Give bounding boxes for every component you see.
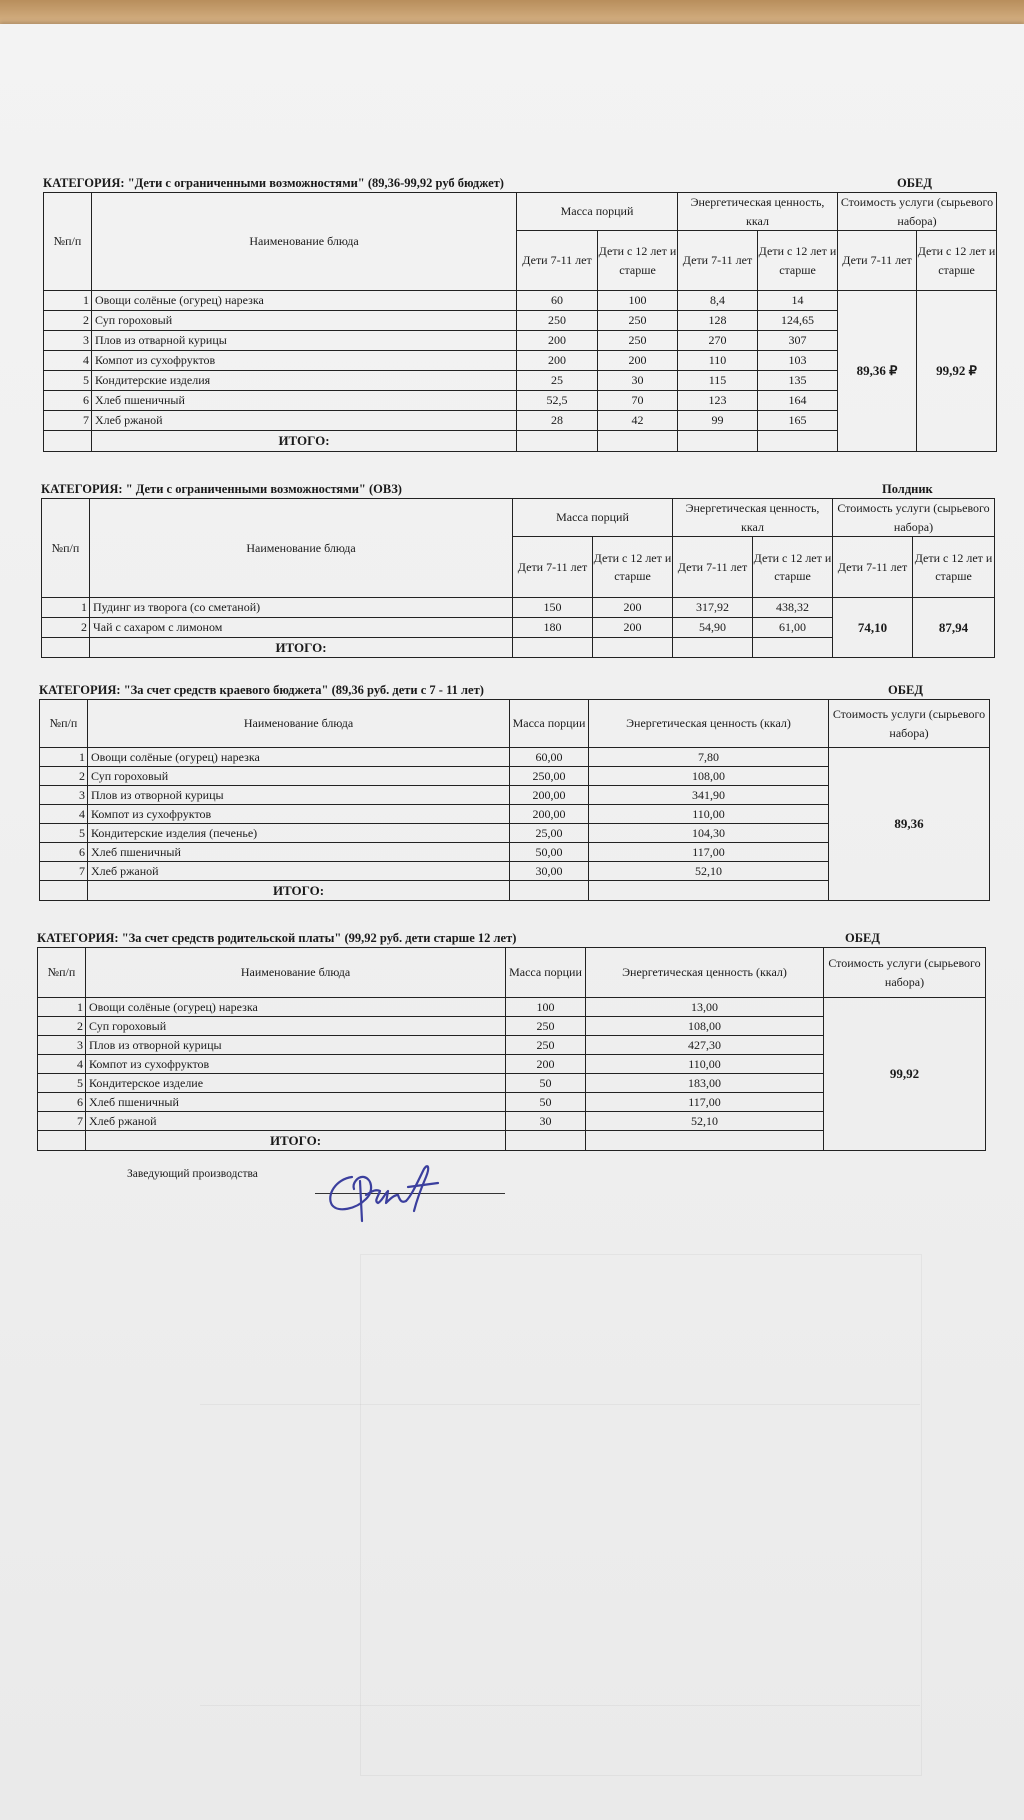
empty-cell (758, 431, 838, 452)
bleed-through (200, 1404, 920, 1706)
dish-name: Хлеб ржаной (92, 411, 517, 431)
empty-cell (40, 881, 88, 901)
total-label: ИТОГО: (88, 881, 510, 901)
energy-old: 165 (758, 411, 838, 431)
price-old: 99,92 ₽ (917, 291, 997, 452)
empty-cell (506, 1131, 586, 1151)
section-caption (39, 683, 994, 699)
section-4 (37, 931, 992, 1151)
header-age-young: Дети 7-11 лет (673, 537, 753, 598)
header-age-old: Дети с 12 лет и старше (593, 537, 673, 598)
row-num: 7 (44, 411, 92, 431)
table-row (44, 291, 997, 311)
row-num: 4 (44, 351, 92, 371)
energy-old: 61,00 (753, 618, 833, 638)
handwritten-signature (318, 1155, 458, 1225)
energy-young: 115 (678, 371, 758, 391)
category-title: КАТЕГОРИЯ: " Дети с ограниченными возможностями" (ОВЗ) (41, 482, 402, 496)
mass-value: 50 (506, 1093, 586, 1112)
row-num: 2 (40, 767, 88, 786)
header-age-young: Дети 7-11 лет (517, 231, 598, 291)
header-age-young: Дети 7-11 лет (838, 231, 917, 291)
row-num: 7 (40, 862, 88, 881)
table-row (38, 998, 986, 1017)
dish-name: Плов из отворной курицы (86, 1036, 506, 1055)
header-age-old: Дети с 12 лет и старше (917, 231, 997, 291)
mass-young: 25 (517, 371, 598, 391)
energy-value: 108,00 (586, 1017, 824, 1036)
header-num: №п/п (44, 193, 92, 291)
row-num: 4 (40, 805, 88, 824)
empty-cell (589, 881, 829, 901)
header-age-young: Дети 7-11 лет (833, 537, 913, 598)
dish-name: Суп гороховый (88, 767, 510, 786)
mass-young: 200 (517, 331, 598, 351)
signature-label: Заведующий производства (127, 1168, 258, 1180)
dish-name: Плов из отварной курицы (92, 331, 517, 351)
header-mass: Масса порции (510, 700, 589, 748)
category-title: КАТЕГОРИЯ: "Дети с ограниченными возможностями" (89,36-99,92 руб бюджет) (43, 176, 504, 190)
energy-value: 427,30 (586, 1036, 824, 1055)
mass-old: 30 (598, 371, 678, 391)
empty-cell (510, 881, 589, 901)
mass-young: 200 (517, 351, 598, 371)
dish-name: Суп гороховый (92, 311, 517, 331)
energy-old: 438,32 (753, 598, 833, 618)
row-num: 3 (38, 1036, 86, 1055)
empty-cell (42, 638, 90, 658)
mass-value: 50 (506, 1074, 586, 1093)
mass-young: 28 (517, 411, 598, 431)
dish-name: Хлеб пшеничный (86, 1093, 506, 1112)
meal-title: ОБЕД (888, 683, 923, 697)
header-name: Наименование блюда (92, 193, 517, 291)
energy-old: 124,65 (758, 311, 838, 331)
empty-cell (673, 638, 753, 658)
dish-name: Плов из отворной курицы (88, 786, 510, 805)
section-3 (39, 683, 994, 901)
energy-old: 307 (758, 331, 838, 351)
dish-name: Хлеб ржаной (88, 862, 510, 881)
mass-old: 200 (593, 618, 673, 638)
energy-old: 164 (758, 391, 838, 411)
mass-value: 250 (506, 1017, 586, 1036)
energy-young: 128 (678, 311, 758, 331)
energy-young: 110 (678, 351, 758, 371)
price-value: 99,92 (824, 998, 986, 1151)
energy-value: 117,00 (589, 843, 829, 862)
mass-value: 60,00 (510, 748, 589, 767)
dish-name: Овощи солёные (огурец) нарезка (92, 291, 517, 311)
energy-young: 270 (678, 331, 758, 351)
energy-value: 52,10 (589, 862, 829, 881)
row-num: 7 (38, 1112, 86, 1131)
price-old: 87,94 (913, 598, 995, 658)
energy-value: 13,00 (586, 998, 824, 1017)
category-title: КАТЕГОРИЯ: "За счет средств родительской платы" (99,92 руб. дети старше 12 лет) (37, 931, 517, 945)
mass-value: 30 (506, 1112, 586, 1131)
row-num: 5 (44, 371, 92, 391)
dish-name: Хлеб пшеничный (92, 391, 517, 411)
row-num: 6 (40, 843, 88, 862)
energy-value: 117,00 (586, 1093, 824, 1112)
mass-old: 200 (598, 351, 678, 371)
mass-young: 52,5 (517, 391, 598, 411)
header-num: №п/п (38, 948, 86, 998)
dish-name: Компот из сухофруктов (92, 351, 517, 371)
empty-cell (753, 638, 833, 658)
header-energy: Энергетическая ценность, ккал (678, 193, 838, 231)
header-age-old: Дети с 12 лет и старше (753, 537, 833, 598)
energy-value: 7,80 (589, 748, 829, 767)
header-energy: Энергетическая ценность (ккал) (586, 948, 824, 998)
header-name: Наименование блюда (88, 700, 510, 748)
header-cost: Стоимость услуги (сырьевого набора) (833, 499, 995, 537)
energy-value: 110,00 (586, 1055, 824, 1074)
energy-value: 110,00 (589, 805, 829, 824)
energy-value: 183,00 (586, 1074, 824, 1093)
dish-name: Кондитерское изделие (86, 1074, 506, 1093)
section-caption (41, 482, 996, 498)
row-num: 1 (44, 291, 92, 311)
mass-value: 50,00 (510, 843, 589, 862)
row-num: 3 (44, 331, 92, 351)
empty-cell (44, 431, 92, 452)
header-age-young: Дети 7-11 лет (678, 231, 758, 291)
mass-old: 200 (593, 598, 673, 618)
dish-name: Хлеб пшеничный (88, 843, 510, 862)
dish-name: Суп гороховый (86, 1017, 506, 1036)
dish-name: Компот из сухофруктов (86, 1055, 506, 1074)
dish-name: Пудинг из творога (со сметаной) (90, 598, 513, 618)
price-young: 74,10 (833, 598, 913, 658)
row-num: 2 (42, 618, 90, 638)
section-caption (43, 176, 998, 192)
price-value: 89,36 (829, 748, 990, 901)
header-cost: Стоимость услуги (сырьевого набора) (824, 948, 986, 998)
header-num: №п/п (40, 700, 88, 748)
mass-old: 250 (598, 331, 678, 351)
table-row (42, 598, 995, 618)
meal-title: Полдник (882, 482, 933, 496)
mass-old: 42 (598, 411, 678, 431)
dish-name: Овощи солёные (огурец) нарезка (88, 748, 510, 767)
header-mass: Масса порции (506, 948, 586, 998)
row-num: 6 (44, 391, 92, 411)
empty-cell (586, 1131, 824, 1151)
dish-name: Компот из сухофруктов (88, 805, 510, 824)
mass-old: 70 (598, 391, 678, 411)
energy-value: 52,10 (586, 1112, 824, 1131)
header-age-old: Дети с 12 лет и старше (598, 231, 678, 291)
mass-young: 250 (517, 311, 598, 331)
section-caption (37, 931, 992, 947)
row-num: 5 (40, 824, 88, 843)
energy-old: 14 (758, 291, 838, 311)
menu-table (41, 498, 995, 658)
mass-old: 100 (598, 291, 678, 311)
empty-cell (517, 431, 598, 452)
header-mass: Масса порций (513, 499, 673, 537)
dish-name: Чай с сахаром с лимоном (90, 618, 513, 638)
header-age-young: Дети 7-11 лет (513, 537, 593, 598)
header-cost: Стоимость услуги (сырьевого набора) (829, 700, 990, 748)
energy-young: 317,92 (673, 598, 753, 618)
menu-table (37, 947, 986, 1151)
row-num: 6 (38, 1093, 86, 1112)
mass-value: 250,00 (510, 767, 589, 786)
header-name: Наименование блюда (86, 948, 506, 998)
section-1 (43, 176, 998, 452)
total-label: ИТОГО: (92, 431, 517, 452)
energy-old: 135 (758, 371, 838, 391)
row-num: 1 (38, 998, 86, 1017)
energy-old: 103 (758, 351, 838, 371)
row-num: 1 (42, 598, 90, 618)
header-age-old: Дети с 12 лет и старше (913, 537, 995, 598)
mass-value: 25,00 (510, 824, 589, 843)
header-age-old: Дети с 12 лет и старше (758, 231, 838, 291)
energy-young: 99 (678, 411, 758, 431)
mass-young: 180 (513, 618, 593, 638)
empty-cell (598, 431, 678, 452)
row-num: 5 (38, 1074, 86, 1093)
empty-cell (593, 638, 673, 658)
menu-table (39, 699, 990, 901)
mass-value: 200,00 (510, 805, 589, 824)
dish-name: Кондитерские изделия (92, 371, 517, 391)
energy-young: 123 (678, 391, 758, 411)
mass-young: 150 (513, 598, 593, 618)
header-energy: Энергетическая ценность, ккал (673, 499, 833, 537)
mass-value: 100 (506, 998, 586, 1017)
row-num: 2 (44, 311, 92, 331)
category-title: КАТЕГОРИЯ: "За счет средств краевого бюджета" (89,36 руб. дети с 7 - 11 лет) (39, 683, 484, 697)
dish-name: Овощи солёные (огурец) нарезка (86, 998, 506, 1017)
dish-name: Хлеб ржаной (86, 1112, 506, 1131)
mass-value: 200,00 (510, 786, 589, 805)
energy-young: 8,4 (678, 291, 758, 311)
mass-value: 30,00 (510, 862, 589, 881)
price-young: 89,36 ₽ (838, 291, 917, 452)
mass-value: 250 (506, 1036, 586, 1055)
mass-old: 250 (598, 311, 678, 331)
mass-young: 60 (517, 291, 598, 311)
total-label: ИТОГО: (90, 638, 513, 658)
meal-title: ОБЕД (897, 176, 932, 190)
mass-value: 200 (506, 1055, 586, 1074)
header-num: №п/п (42, 499, 90, 598)
header-energy: Энергетическая ценность (ккал) (589, 700, 829, 748)
dish-name: Кондитерские изделия (печенье) (88, 824, 510, 843)
menu-table (43, 192, 997, 452)
empty-cell (678, 431, 758, 452)
meal-title: ОБЕД (845, 931, 880, 945)
energy-value: 108,00 (589, 767, 829, 786)
row-num: 2 (38, 1017, 86, 1036)
row-num: 1 (40, 748, 88, 767)
row-num: 3 (40, 786, 88, 805)
energy-value: 341,90 (589, 786, 829, 805)
table-row (40, 748, 990, 767)
empty-cell (38, 1131, 86, 1151)
empty-cell (513, 638, 593, 658)
header-mass: Масса порций (517, 193, 678, 231)
header-cost: Стоимость услуги (сырьевого набора) (838, 193, 997, 231)
energy-young: 54,90 (673, 618, 753, 638)
total-label: ИТОГО: (86, 1131, 506, 1151)
header-name: Наименование блюда (90, 499, 513, 598)
row-num: 4 (38, 1055, 86, 1074)
section-2 (41, 482, 996, 658)
energy-value: 104,30 (589, 824, 829, 843)
